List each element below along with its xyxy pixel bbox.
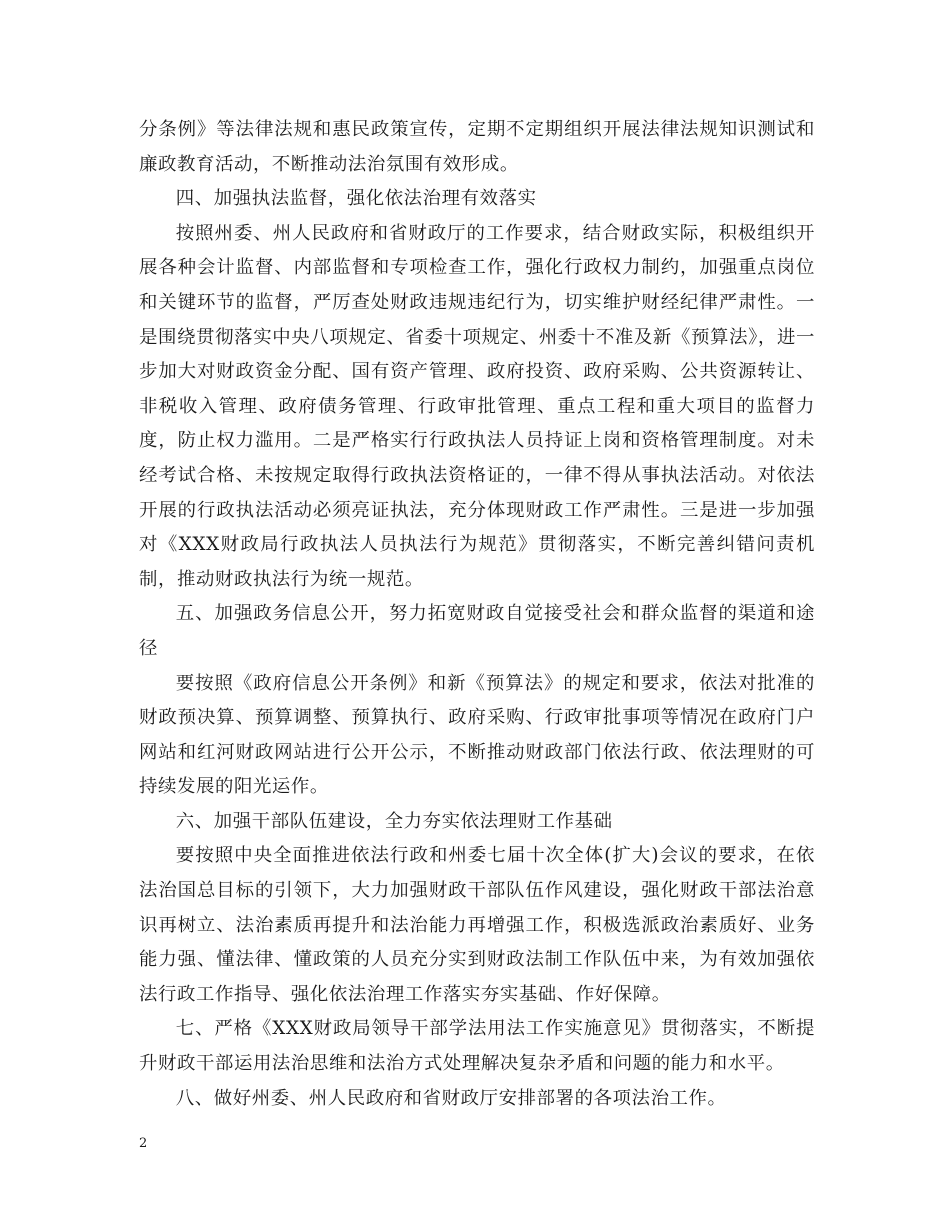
- page-number: 2: [139, 1136, 148, 1151]
- paragraph-section-6: 要按照中央全面推进依法行政和州委七届十次全体(扩大)会议的要求，在依法治国总目标的引领下，大力加强财政干部队伍作风建设，强化财政干部法治意识再树立、法治素质再提升和法治能力再增强工作，积极选派政治素质好、业务能力强、懂法律、懂政策的人员充分实到财政法制工作队伍中来，为有效加强依法行政工作指导、强化依法治理工作落实夯实基础、作好保障。: [139, 845, 815, 1005]
- section-item-8: 八、做好州委、州人民政府和省财政厅安排部署的各项法治工作。: [175, 1087, 727, 1109]
- document-body: [139, 113, 815, 1116]
- section-heading-6: 六、加强干部队伍建设，全力夯实依法理财工作基础: [175, 810, 613, 832]
- section-item-7: 七、严格《XXX财政局领导干部学法用法工作实施意见》贯彻落实，不断提升财政干部运用法治思维和法治方式处理解决复杂矛盾和问题的能力和水平。: [139, 1018, 815, 1075]
- paragraph-section-4: 按照州委、州人民政府和省财政厅的工作要求，结合财政实际，积极组织开展各种会计监督、内部监督和专项检查工作，强化行政权力制约，加强重点岗位和关键环节的监督，严厉查处财政违规违纪行为，切实维护财经纪律严肃性。一是围绕贯彻落实中央八项规定、省委十项规定、州委十不准及新《预算法》，进一步加大对财政资金分配、国有资产管理、政府投资、政府采购、公共资源转让、非税收入管理、政府债务管理、行政审批管理、重点工程和重大项目的监督力度，防止权力滥用。二是严格实行行政执法人员持证上岗和资格管理制度。对未经考试合格、未按规定取得行政执法资格证的，一律不得从事执法活动。对依法开展的行政执法活动必须亮证执法，充分体现财政工作严肃性。三是进一步加强对《XXX财政局行政执法人员执法行为规范》贯彻落实，不断完善纠错问责机制，推动财政执法行为统一规范。: [139, 222, 815, 590]
- paragraph-continuation: 分条例》等法律法规和惠民政策宣传，定期不定期组织开展法律法规知识测试和廉政教育活动，不断推动法治氛围有效形成。: [139, 119, 815, 175]
- section-heading-4: 四、加强执法监督，强化依法治理有效落实: [175, 188, 537, 210]
- section-heading-5: 五、加强政务信息公开，努力拓宽财政自觉接受社会和群众监督的渠道和途径: [139, 603, 815, 659]
- paragraph-section-5: 要按照《政府信息公开条例》和新《预算法》的规定和要求，依法对批准的财政预决算、预算调整、预算执行、政府采购、行政审批事项等情况在政府门户网站和红河财政网站进行公开公示，不断推动财政部门依法行政、依法理财的可持续发展的阳光运作。: [139, 672, 815, 798]
